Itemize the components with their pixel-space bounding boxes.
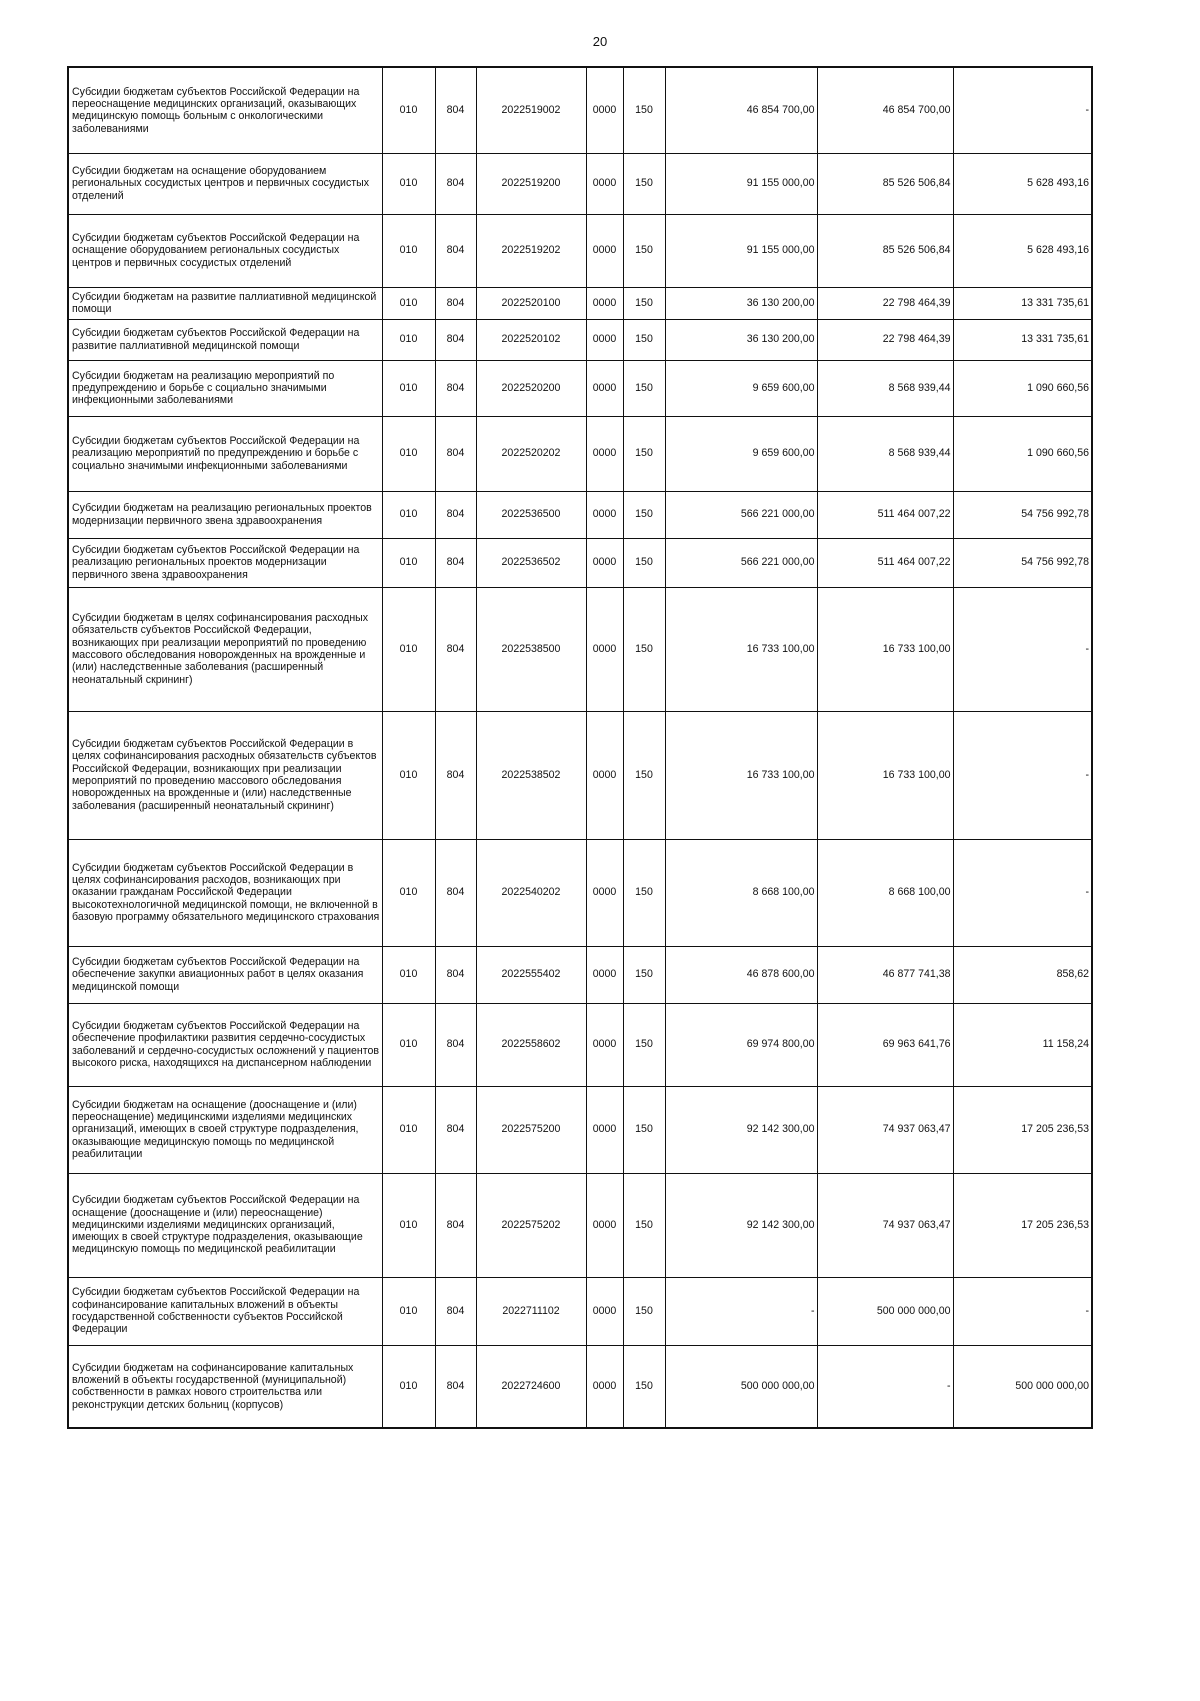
row-section-code: 804 — [435, 287, 476, 319]
row-section-code: 804 — [435, 587, 476, 711]
table-row — [68, 1003, 1092, 1086]
row-name: Субсидии бюджетам субъектов Российской Федерации на обеспечение закупки авиационных работ в целях оказания медицинской помощи — [68, 946, 382, 1003]
budget-table — [67, 66, 1093, 1429]
row-name: Субсидии бюджетам субъектов Российской Федерации в целях софинансирования расходов, возникающих при оказании гражданам Российской Федерации высокотехнологичной медицинской помощи, не включенной в базовую программу обязательного медицинского страхования — [68, 839, 382, 946]
row-planned-amount: 36 130 200,00 — [665, 287, 817, 319]
row-admin-code: 010 — [382, 839, 435, 946]
row-section-code: 804 — [435, 711, 476, 839]
row-budget-code: 2022558602 — [476, 1003, 586, 1086]
row-kind-code: 150 — [623, 1277, 665, 1345]
row-kind-code: 150 — [623, 587, 665, 711]
row-remaining-amount: 1 090 660,56 — [953, 360, 1092, 416]
row-name: Субсидии бюджетам субъектов Российской Федерации на оснащение оборудованием региональных сосудистых центров и первичных сосудистых отделений — [68, 214, 382, 287]
row-actual-amount: 74 937 063,47 — [817, 1173, 953, 1277]
row-name: Субсидии бюджетам на оснащение (дооснащение и (или) переоснащение) медицинскими изделиями медицинских организаций, имеющих в своей структуре подразделения, оказывающие медицинскую помощь по медицинской реабилитации — [68, 1086, 382, 1173]
row-sub-code: 0000 — [586, 946, 623, 1003]
row-kind-code: 150 — [623, 839, 665, 946]
row-actual-amount: 22 798 464,39 — [817, 287, 953, 319]
row-section-code: 804 — [435, 1003, 476, 1086]
row-actual-amount: 74 937 063,47 — [817, 1086, 953, 1173]
row-kind-code: 150 — [623, 711, 665, 839]
row-actual-amount: 46 854 700,00 — [817, 67, 953, 153]
row-actual-amount: 8 568 939,44 — [817, 360, 953, 416]
row-section-code: 804 — [435, 360, 476, 416]
row-budget-code: 2022538500 — [476, 587, 586, 711]
row-planned-amount: 91 155 000,00 — [665, 153, 817, 214]
row-kind-code: 150 — [623, 214, 665, 287]
row-sub-code: 0000 — [586, 491, 623, 538]
row-remaining-amount: 17 205 236,53 — [953, 1173, 1092, 1277]
row-planned-amount: 566 221 000,00 — [665, 491, 817, 538]
row-actual-amount: 16 733 100,00 — [817, 711, 953, 839]
row-remaining-amount: - — [953, 587, 1092, 711]
row-actual-amount: 511 464 007,22 — [817, 491, 953, 538]
row-kind-code: 150 — [623, 946, 665, 1003]
row-actual-amount: 8 568 939,44 — [817, 416, 953, 491]
row-sub-code: 0000 — [586, 319, 623, 360]
table-row — [68, 416, 1092, 491]
row-sub-code: 0000 — [586, 153, 623, 214]
row-section-code: 804 — [435, 416, 476, 491]
row-section-code: 804 — [435, 67, 476, 153]
row-planned-amount: 500 000 000,00 — [665, 1345, 817, 1428]
row-remaining-amount: 5 628 493,16 — [953, 214, 1092, 287]
table-row — [68, 1345, 1092, 1428]
table-row — [68, 67, 1092, 153]
row-actual-amount: - — [817, 1345, 953, 1428]
row-budget-code: 2022520200 — [476, 360, 586, 416]
row-sub-code: 0000 — [586, 587, 623, 711]
page-number: 20 — [592, 34, 608, 49]
row-remaining-amount: 54 756 992,78 — [953, 538, 1092, 587]
row-name: Субсидии бюджетам субъектов Российской Федерации на реализацию региональных проектов модернизации первичного звена здравоохранения — [68, 538, 382, 587]
row-sub-code: 0000 — [586, 839, 623, 946]
row-budget-code: 2022536500 — [476, 491, 586, 538]
row-sub-code: 0000 — [586, 416, 623, 491]
row-actual-amount: 8 668 100,00 — [817, 839, 953, 946]
row-kind-code: 150 — [623, 360, 665, 416]
row-planned-amount: - — [665, 1277, 817, 1345]
row-budget-code: 2022575200 — [476, 1086, 586, 1173]
row-actual-amount: 511 464 007,22 — [817, 538, 953, 587]
row-planned-amount: 46 878 600,00 — [665, 946, 817, 1003]
row-sub-code: 0000 — [586, 538, 623, 587]
row-actual-amount: 16 733 100,00 — [817, 587, 953, 711]
row-remaining-amount: - — [953, 1277, 1092, 1345]
row-sub-code: 0000 — [586, 1345, 623, 1428]
row-admin-code: 010 — [382, 1086, 435, 1173]
row-planned-amount: 16 733 100,00 — [665, 587, 817, 711]
row-admin-code: 010 — [382, 1173, 435, 1277]
row-section-code: 804 — [435, 839, 476, 946]
row-kind-code: 150 — [623, 1086, 665, 1173]
table-row — [68, 1086, 1092, 1173]
row-planned-amount: 36 130 200,00 — [665, 319, 817, 360]
table-row — [68, 839, 1092, 946]
row-section-code: 804 — [435, 1345, 476, 1428]
row-budget-code: 2022519202 — [476, 214, 586, 287]
row-admin-code: 010 — [382, 538, 435, 587]
row-remaining-amount: - — [953, 839, 1092, 946]
row-section-code: 804 — [435, 319, 476, 360]
row-name: Субсидии бюджетам на реализацию мероприятий по предупреждению и борьбе с социально значимыми инфекционными заболеваниями — [68, 360, 382, 416]
row-actual-amount: 85 526 506,84 — [817, 214, 953, 287]
table-row — [68, 1173, 1092, 1277]
row-actual-amount: 22 798 464,39 — [817, 319, 953, 360]
row-actual-amount: 46 877 741,38 — [817, 946, 953, 1003]
row-admin-code: 010 — [382, 711, 435, 839]
row-kind-code: 150 — [623, 491, 665, 538]
row-planned-amount: 16 733 100,00 — [665, 711, 817, 839]
row-sub-code: 0000 — [586, 214, 623, 287]
table-row — [68, 1277, 1092, 1345]
row-admin-code: 010 — [382, 946, 435, 1003]
row-name: Субсидии бюджетам субъектов Российской Федерации на реализацию мероприятий по предупреждению и борьбе с социально значимыми инфекционными заболеваниями — [68, 416, 382, 491]
row-sub-code: 0000 — [586, 287, 623, 319]
row-admin-code: 010 — [382, 416, 435, 491]
table-row — [68, 360, 1092, 416]
row-name: Субсидии бюджетам субъектов Российской Федерации на переоснащение медицинских организаций, оказывающих медицинскую помощь больным с онкологическими заболеваниями — [68, 67, 382, 153]
row-planned-amount: 9 659 600,00 — [665, 360, 817, 416]
row-kind-code: 150 — [623, 1003, 665, 1086]
row-planned-amount: 69 974 800,00 — [665, 1003, 817, 1086]
row-section-code: 804 — [435, 153, 476, 214]
row-section-code: 804 — [435, 214, 476, 287]
row-sub-code: 0000 — [586, 1003, 623, 1086]
row-kind-code: 150 — [623, 319, 665, 360]
row-admin-code: 010 — [382, 287, 435, 319]
row-section-code: 804 — [435, 1173, 476, 1277]
row-admin-code: 010 — [382, 319, 435, 360]
row-sub-code: 0000 — [586, 360, 623, 416]
row-budget-code: 2022555402 — [476, 946, 586, 1003]
row-kind-code: 150 — [623, 538, 665, 587]
row-sub-code: 0000 — [586, 1173, 623, 1277]
row-kind-code: 150 — [623, 153, 665, 214]
row-actual-amount: 85 526 506,84 — [817, 153, 953, 214]
row-sub-code: 0000 — [586, 67, 623, 153]
row-remaining-amount: 858,62 — [953, 946, 1092, 1003]
row-budget-code: 2022538502 — [476, 711, 586, 839]
row-name: Субсидии бюджетам субъектов Российской Федерации на обеспечение профилактики развития сердечно-сосудистых заболеваний и сердечно-сосудистых осложнений у пациентов высокого риска, находящихся на диспансерном наблюдении — [68, 1003, 382, 1086]
row-name: Субсидии бюджетам на реализацию региональных проектов модернизации первичного звена здравоохранения — [68, 491, 382, 538]
row-name: Субсидии бюджетам в целях софинансирования расходных обязательств субъектов Российской Федерации, возникающих при реализации мероприятий по проведению массового обследования новорожденных на врожденные и (или) наследственные заболевания (расширенный неонатальный скрининг) — [68, 587, 382, 711]
row-remaining-amount: - — [953, 67, 1092, 153]
table-row — [68, 711, 1092, 839]
table-row — [68, 153, 1092, 214]
row-planned-amount: 566 221 000,00 — [665, 538, 817, 587]
row-admin-code: 010 — [382, 214, 435, 287]
table-row — [68, 587, 1092, 711]
row-admin-code: 010 — [382, 153, 435, 214]
row-remaining-amount: - — [953, 711, 1092, 839]
row-section-code: 804 — [435, 946, 476, 1003]
row-admin-code: 010 — [382, 360, 435, 416]
row-admin-code: 010 — [382, 1345, 435, 1428]
row-name: Субсидии бюджетам на оснащение оборудованием региональных сосудистых центров и первичных сосудистых отделений — [68, 153, 382, 214]
row-actual-amount: 69 963 641,76 — [817, 1003, 953, 1086]
row-budget-code: 2022520100 — [476, 287, 586, 319]
row-budget-code: 2022520102 — [476, 319, 586, 360]
row-kind-code: 150 — [623, 287, 665, 319]
row-kind-code: 150 — [623, 67, 665, 153]
row-admin-code: 010 — [382, 587, 435, 711]
row-planned-amount: 9 659 600,00 — [665, 416, 817, 491]
row-sub-code: 0000 — [586, 1277, 623, 1345]
row-remaining-amount: 5 628 493,16 — [953, 153, 1092, 214]
row-remaining-amount: 13 331 735,61 — [953, 319, 1092, 360]
row-name: Субсидии бюджетам субъектов Российской Федерации на софинансирование капитальных вложений в объекты государственной собственности субъектов Российской Федерации — [68, 1277, 382, 1345]
row-budget-code: 2022540202 — [476, 839, 586, 946]
row-budget-code: 2022711102 — [476, 1277, 586, 1345]
row-planned-amount: 8 668 100,00 — [665, 839, 817, 946]
row-budget-code: 2022520202 — [476, 416, 586, 491]
row-remaining-amount: 54 756 992,78 — [953, 491, 1092, 538]
row-section-code: 804 — [435, 538, 476, 587]
row-admin-code: 010 — [382, 67, 435, 153]
row-section-code: 804 — [435, 1086, 476, 1173]
row-section-code: 804 — [435, 491, 476, 538]
row-remaining-amount: 13 331 735,61 — [953, 287, 1092, 319]
row-name: Субсидии бюджетам субъектов Российской Федерации на оснащение (дооснащение и (или) переоснащение) медицинскими изделиями медицинских организаций, имеющих в своей структуре подразделения, оказывающие медицинскую помощь по медицинской реабилитации — [68, 1173, 382, 1277]
row-remaining-amount: 11 158,24 — [953, 1003, 1092, 1086]
row-remaining-amount: 1 090 660,56 — [953, 416, 1092, 491]
row-planned-amount: 92 142 300,00 — [665, 1086, 817, 1173]
row-admin-code: 010 — [382, 1277, 435, 1345]
row-budget-code: 2022519200 — [476, 153, 586, 214]
row-section-code: 804 — [435, 1277, 476, 1345]
row-budget-code: 2022519002 — [476, 67, 586, 153]
table-row — [68, 287, 1092, 319]
table-row — [68, 319, 1092, 360]
row-planned-amount: 46 854 700,00 — [665, 67, 817, 153]
table-body — [68, 67, 1092, 1428]
row-name: Субсидии бюджетам на софинансирование капитальных вложений в объекты государственной (муниципальной) собственности в рамках нового строительства или реконструкции детских больниц (корпусов) — [68, 1345, 382, 1428]
row-sub-code: 0000 — [586, 1086, 623, 1173]
row-admin-code: 010 — [382, 491, 435, 538]
row-budget-code: 2022536502 — [476, 538, 586, 587]
row-remaining-amount: 17 205 236,53 — [953, 1086, 1092, 1173]
row-planned-amount: 92 142 300,00 — [665, 1173, 817, 1277]
row-actual-amount: 500 000 000,00 — [817, 1277, 953, 1345]
table-row — [68, 946, 1092, 1003]
row-budget-code: 2022575202 — [476, 1173, 586, 1277]
row-kind-code: 150 — [623, 416, 665, 491]
row-name: Субсидии бюджетам субъектов Российской Федерации на развитие паллиативной медицинской помощи — [68, 319, 382, 360]
row-name: Субсидии бюджетам на развитие паллиативной медицинской помощи — [68, 287, 382, 319]
row-budget-code: 2022724600 — [476, 1345, 586, 1428]
row-sub-code: 0000 — [586, 711, 623, 839]
table-row — [68, 491, 1092, 538]
row-remaining-amount: 500 000 000,00 — [953, 1345, 1092, 1428]
row-name: Субсидии бюджетам субъектов Российской Федерации в целях софинансирования расходных обязательств субъектов Российской Федерации, возникающих при реализации мероприятий по проведению массового обследования новорожденных на врожденные и (или) наследственные заболевания (расширенный неонатальный скрининг) — [68, 711, 382, 839]
table-row — [68, 214, 1092, 287]
table-row — [68, 538, 1092, 587]
row-kind-code: 150 — [623, 1345, 665, 1428]
row-kind-code: 150 — [623, 1173, 665, 1277]
row-planned-amount: 91 155 000,00 — [665, 214, 817, 287]
row-admin-code: 010 — [382, 1003, 435, 1086]
